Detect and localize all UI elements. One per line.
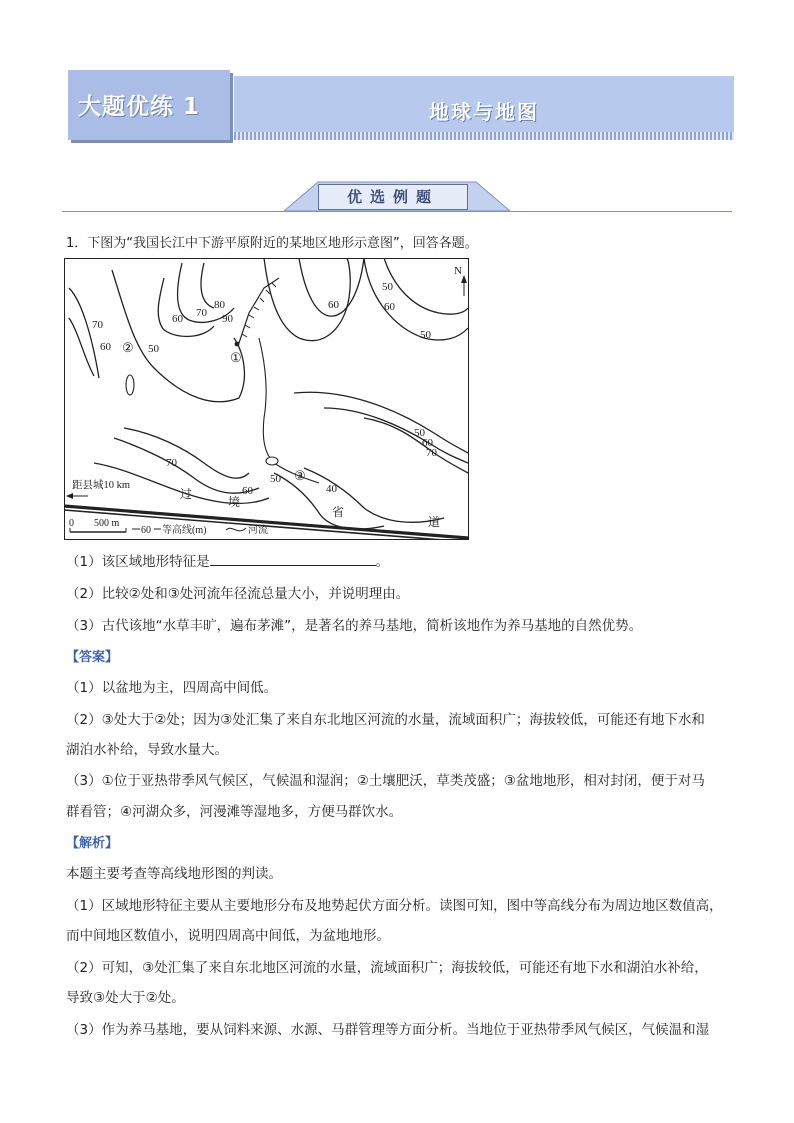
lake-2 — [126, 375, 134, 395]
banner-left-block — [68, 70, 230, 140]
banner-right-title: 地球与地图 — [429, 100, 539, 124]
scale-label: 500 m — [94, 518, 120, 529]
map-contour-label: 50 — [382, 281, 393, 293]
map-contour-label: 60 — [384, 301, 395, 313]
title-banner — [68, 70, 734, 140]
analysis-3-line-1: （3）作为养马基地，要从饲料来源、水源、马群管理等方面分析。当地位于亚热带季风气候区，气候温和湿 — [66, 1022, 710, 1038]
answer-3-line-2: 群看管；④河湖众多，河漫滩等湿地多，方便马群饮水。 — [66, 804, 403, 820]
banner-hatch — [234, 132, 734, 140]
analysis-1-line-2: 而中间地区数值小，说明四周高中间低，为盆地地形。 — [66, 928, 390, 944]
contour-map — [64, 258, 469, 540]
answer-2-line-1: （2）③处大于②处；因为③处汇集了来自东北地区河流的水量，流域面积广；海拔较低，可能还有地下水和 — [66, 712, 705, 728]
site-1-point — [235, 342, 240, 347]
question-2: （2）比较②处和③处河流年径流总量大小，并说明理由。 — [66, 586, 410, 602]
analysis-1-line-1: （1）区域地形特征主要从主要地形分布及地势起伏方面分析。读图可知，图中等高线分布为周边地区数值高， — [66, 898, 723, 914]
map-contour-label: 70 — [92, 319, 103, 331]
map-road-char: 境 — [228, 495, 241, 509]
question-1 — [66, 548, 732, 577]
analysis-tag: 【解析】 — [66, 836, 119, 851]
answer-blank[interactable] — [210, 551, 376, 566]
map-road-char: 省 — [332, 505, 345, 519]
legend-contour-value: 60 — [141, 525, 151, 536]
map-contour-label: 50 — [420, 329, 431, 341]
answer-tag: 【答案】 — [66, 650, 119, 665]
scale-zero-label: 0 — [69, 518, 74, 529]
answer-1: （1）以盆地为主，四周高中间低。 — [66, 680, 278, 696]
map-road-char: 道 — [428, 515, 441, 529]
analysis-2-line-1: （2）可知，③处汇集了来自东北地区河流的水量，流域面积广；海拔较低，可能还有地下水和湖泊水补给， — [66, 960, 708, 976]
map-contour-label: 70 — [196, 307, 207, 319]
question-1-suffix: 。 — [375, 554, 390, 570]
question-3: （3）古代该地“水草丰旷，遍布茅滩”，是著名的养马基地，简析该地作为养马基地的自然优势。 — [66, 618, 643, 634]
legend-contour-text: 等高线(m) — [162, 525, 207, 536]
map-contour-label: 50 — [414, 427, 425, 439]
map-site-1-label: ① — [230, 350, 242, 365]
answer-3-line-1: （3）①位于亚热带季风气候区，气候温和湿润；②土壤肥沃，草类茂盛；③盆地地形，相对封闭，便于对马 — [66, 773, 705, 789]
map-contour-label: 60 — [328, 299, 339, 311]
map-contour-label: 90 — [222, 313, 233, 325]
map-contour-label: 80 — [214, 299, 225, 311]
section-header — [62, 178, 732, 218]
analysis-2-line-2: 导致③处大于②处。 — [66, 990, 185, 1006]
map-distance-label: 距县城10 km — [72, 480, 131, 491]
map-contour-label: 60 — [242, 485, 253, 497]
map-contour-label: 60 — [422, 437, 433, 449]
map-contour-label: 70 — [166, 457, 177, 469]
banner-left-title: 大题优练 1 — [78, 94, 201, 120]
analysis-intro: 本题主要考查等高线地形图的判读。 — [66, 866, 282, 882]
map-contour-label: 50 — [148, 343, 159, 355]
map-contour-label: 70 — [426, 447, 437, 459]
banner-right-block — [234, 76, 734, 140]
legend-river-text: 河流 — [248, 525, 268, 536]
question-1-prefix: （1）该区域地形特征是 — [66, 554, 210, 570]
map-contour-label: 60 — [172, 313, 183, 325]
map-road-char: 过 — [180, 487, 193, 501]
map-site-3-label: ③ — [294, 468, 306, 483]
answer-2-line-2: 湖泊水补给，导致水量大。 — [66, 742, 228, 758]
map-contour-label: 60 — [100, 341, 111, 353]
map-contour-label: 40 — [326, 483, 337, 495]
lake-3 — [266, 457, 278, 465]
section-label: 优选例题 — [318, 184, 468, 210]
map-contour-label: 50 — [270, 473, 281, 485]
question-intro: 1．下图为“我国长江中下游平原附近的某地区地形示意图”，回答各题。 — [66, 236, 478, 251]
map-north-label: N — [454, 265, 462, 277]
map-site-2-label: ② — [122, 340, 134, 355]
